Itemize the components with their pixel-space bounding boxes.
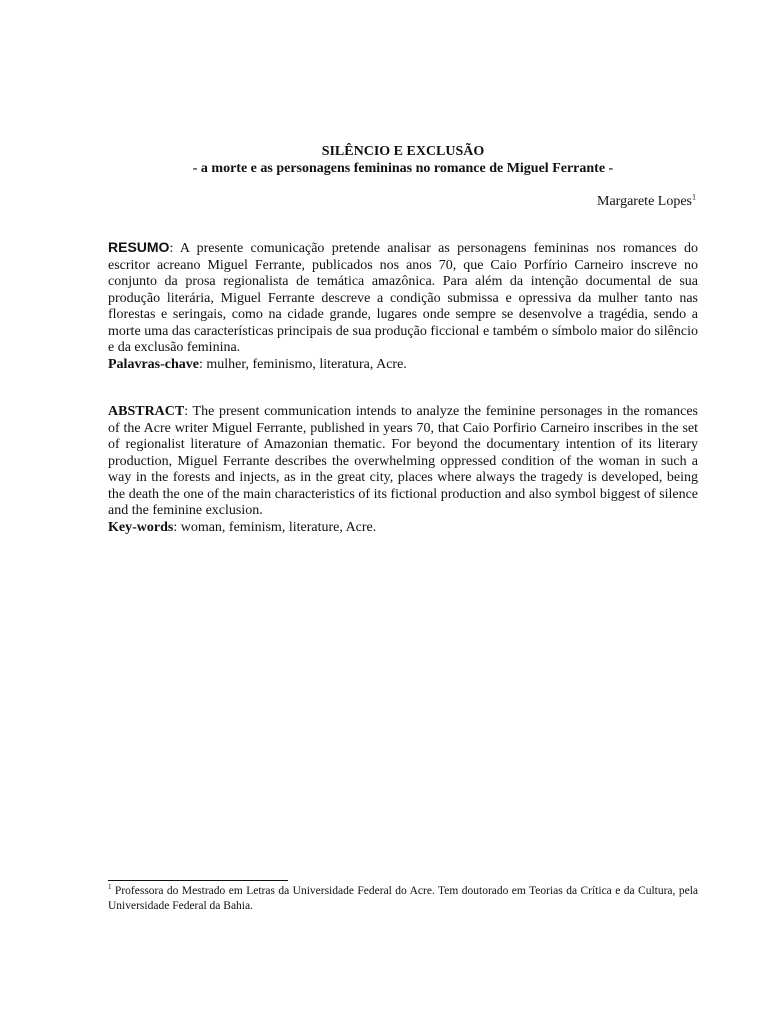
abstract-keywords: : woman, feminism, literature, Acre. xyxy=(173,519,377,535)
abstract-heading: ABSTRACT xyxy=(108,404,185,419)
author-name: Margarete Lopes xyxy=(597,194,692,209)
resumo-keywords-label: Palavras-chave xyxy=(108,356,199,372)
resumo-section xyxy=(108,239,698,373)
paper-title: SILÊNCIO E EXCLUSÃO xyxy=(321,144,485,159)
resumo-text: : A presente comunicação pretende analisar as personagens femininas nos romances do escritor acreano Miguel Ferrante, publicados nos anos 70, que Caio Porfírio Carneiro inscreve no conjunto da prosa regionalista de temática amazônica. Para além da intenção documental de sua produção literária, Miguel Ferrante descreve a condição submissa e opressiva da mulher tanto nas florestas e seringais, como na cidade grande, lugares onde sempre se desenvolve a tragédia, sendo a morte uma das características principais de sua produção ficcional e também o símbolo maior do silêncio e da exclusão feminina. xyxy=(108,241,698,355)
resumo-heading: RESUMO xyxy=(108,239,170,255)
footnote xyxy=(108,884,698,913)
abstract-keywords-label: Key-words xyxy=(108,519,174,535)
footnote-text: Professora do Mestrado em Letras da Universidade Federal do Acre. Tem doutorado em Teorias da Crítica e da Cultura, pela Universidade Federal da Bahia. xyxy=(108,885,698,912)
resumo-keywords-line xyxy=(108,357,698,374)
author-line xyxy=(597,193,696,210)
footnote-divider xyxy=(108,880,288,881)
abstract-text: : The present communication intends to analyze the feminine personages in the romances of the Acre writer Miguel Ferrante, published in years 70, that Caio Porfirio Carneiro inscribes in the set of regionalist literature of Amazonian thematic. For beyond the documentary intention of its literary production, Miguel Ferrante describes the overwhelming oppressed condition of the woman in such a way in the forests and injects, as in the great city, places where always the tragedy is developed, being the death the one of the main characteristics of its fictional production and also symbol biggest of silence and the feminine exclusion. xyxy=(108,404,698,518)
paper-subtitle: - a morte e as personagens femininas no romance de Miguel Ferrante - xyxy=(192,161,614,176)
author-footnote-marker: 1 xyxy=(692,192,696,202)
abstract-keywords-line xyxy=(108,520,698,537)
footnote-marker: 1 xyxy=(108,883,112,892)
resumo-keywords: : mulher, feminismo, literatura, Acre. xyxy=(198,356,407,372)
abstract-section xyxy=(108,404,698,536)
